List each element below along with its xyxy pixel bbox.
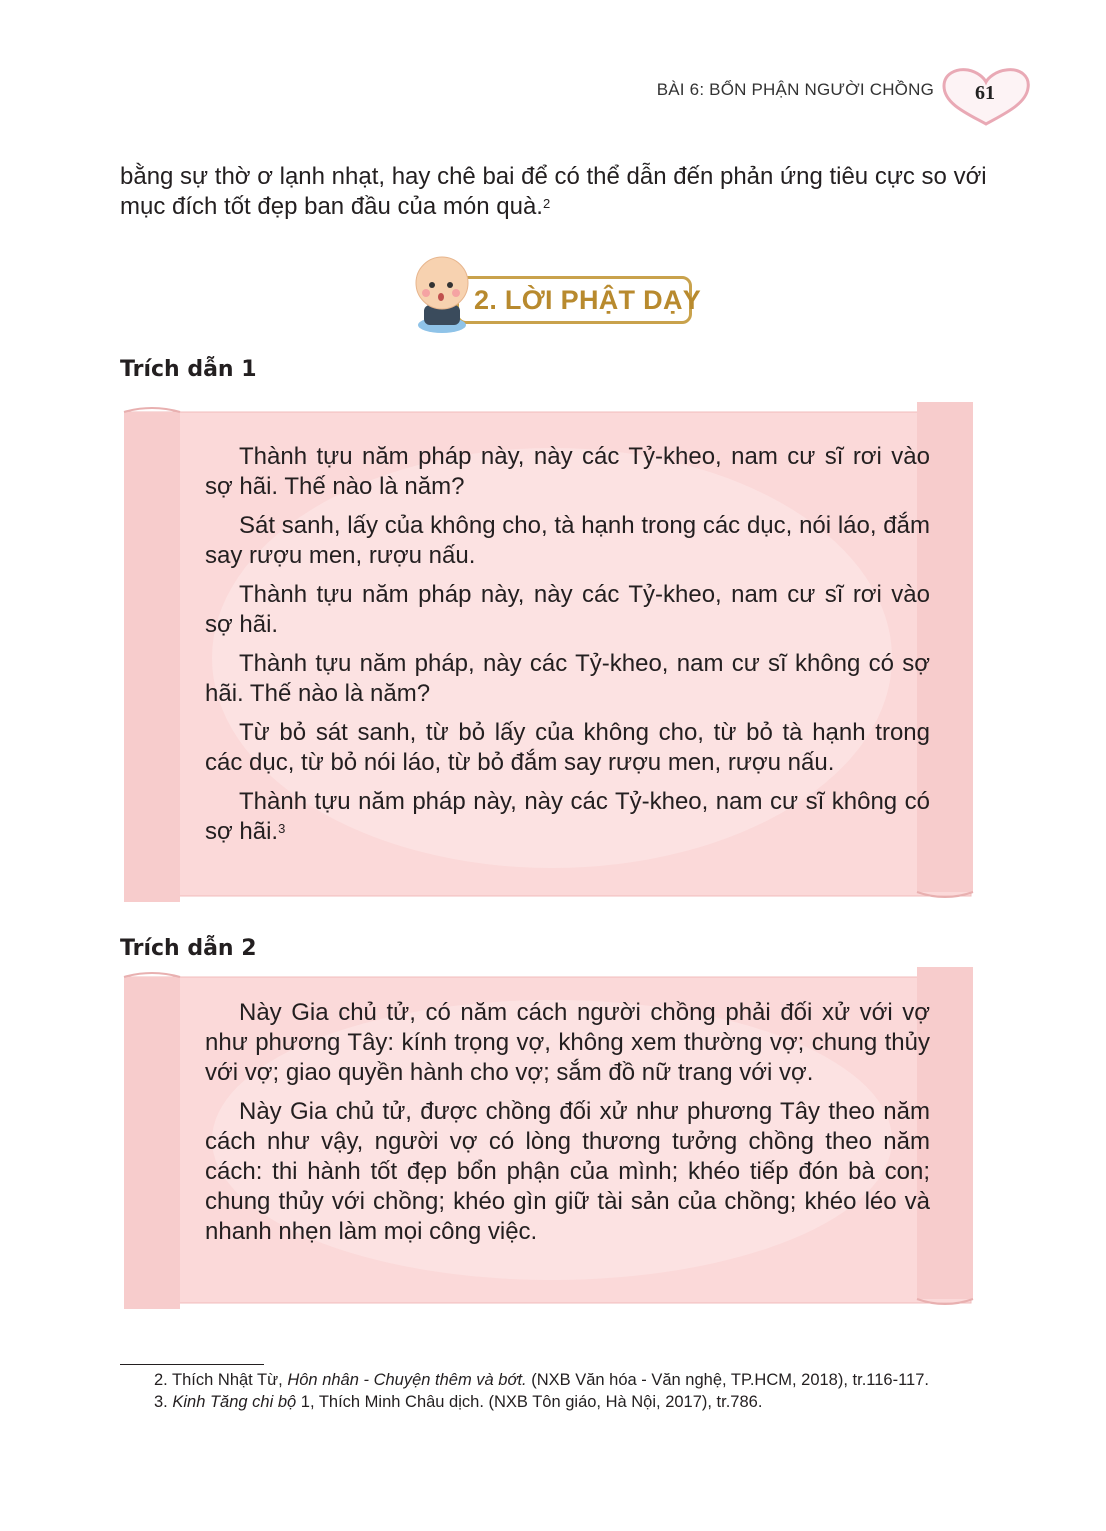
intro-paragraph [120, 162, 990, 222]
quote-paragraph: Thành tựu năm pháp này, này các Tỷ-kheo, nam cư sĩ rơi vào sợ hãi. Thế nào là năm? [205, 443, 930, 500]
section-title: 2. LỜI PHẬT DẠY [474, 285, 702, 315]
quote-paragraph-text: Thành tựu năm pháp này, này các Tỷ-kheo, nam cư sĩ không có sợ hãi. [205, 788, 930, 845]
quote-paragraph: Từ bỏ sát sanh, từ bỏ lấy của không cho, từ bỏ tà hạnh trong các dục, từ bỏ nói láo, từ bỏ đắm say rượu men, rượu nấu. [205, 719, 930, 776]
footnote-3 [120, 1391, 990, 1413]
footnotes [120, 1369, 990, 1413]
intro-text: bằng sự thờ ơ lạnh nhạt, hay chê bai để có thể dẫn đến phản ứng tiêu cực so với mục đích tốt đẹp ban đầu của món quà. [120, 163, 987, 220]
quote-2-label: Trích dẫn 2 [120, 936, 257, 961]
footnote-author: Thích Nhật Từ, [172, 1371, 288, 1389]
footnote-ref[interactable]: 3 [278, 821, 286, 836]
footnote-divider [120, 1364, 264, 1365]
section-heading [408, 255, 708, 335]
chapter-header: BÀI 6: BỔN PHẬN NGƯỜI CHỒNG [656, 80, 934, 99]
footnote-source: (NXB Văn hóa - Văn nghệ, TP.HCM, 2018), tr.116-117. [526, 1371, 929, 1389]
footnote-number: 2. [154, 1371, 173, 1389]
quote-2-text [205, 998, 930, 1256]
monk-mascot-icon [408, 255, 478, 335]
footnote-title: Hôn nhân - Chuyện thêm và bớt. [287, 1371, 527, 1389]
footnote-number: 3. [154, 1393, 173, 1411]
quote-1-scroll [122, 398, 975, 910]
quote-paragraph: Thành tựu năm pháp này, này các Tỷ-kheo, nam cư sĩ rơi vào sợ hãi. [205, 581, 930, 638]
footnote-ref[interactable]: 2 [542, 196, 551, 211]
quote-paragraph: Thành tựu năm pháp, này các Tỷ-kheo, nam cư sĩ không có sợ hãi. Thế nào là năm? [205, 650, 930, 707]
quote-paragraph: Này Gia chủ tử, được chồng đối xử như phương Tây theo năm cách như vậy, người vợ có lòng thương tưởng chồng theo năm cách: thi hành tốt đẹp bổn phận của mình; khéo tiếp đón bà con; chung thủy với chồng; khéo gìn giữ tài sản của chồng; khéo léo và nhanh nhẹn làm mọi công việc. [205, 1098, 930, 1245]
quote-paragraph: Sát sanh, lấy của không cho, tà hạnh trong các dục, nói láo, đắm say rượu men, rượu nấu. [205, 512, 930, 569]
quote-1-text [205, 442, 930, 856]
quote-2-scroll [122, 965, 975, 1315]
footnote-title: Kinh Tăng chi bộ [172, 1393, 297, 1411]
quote-paragraph-last [205, 787, 930, 847]
footnote-2 [120, 1369, 990, 1391]
quote-1-label: Trích dẫn 1 [120, 357, 257, 382]
page-number: 61 [975, 82, 995, 104]
footnote-source: 1, Thích Minh Châu dịch. (NXB Tôn giáo, Hà Nội, 2017), tr.786. [296, 1393, 763, 1411]
quote-paragraph: Này Gia chủ tử, có năm cách người chồng phải đối xử với vợ như phương Tây: kính trọng vợ, không xem thường vợ; chung thủy với vợ; giao quyền hành cho vợ; sắm đồ nữ trang với vợ. [205, 999, 930, 1086]
